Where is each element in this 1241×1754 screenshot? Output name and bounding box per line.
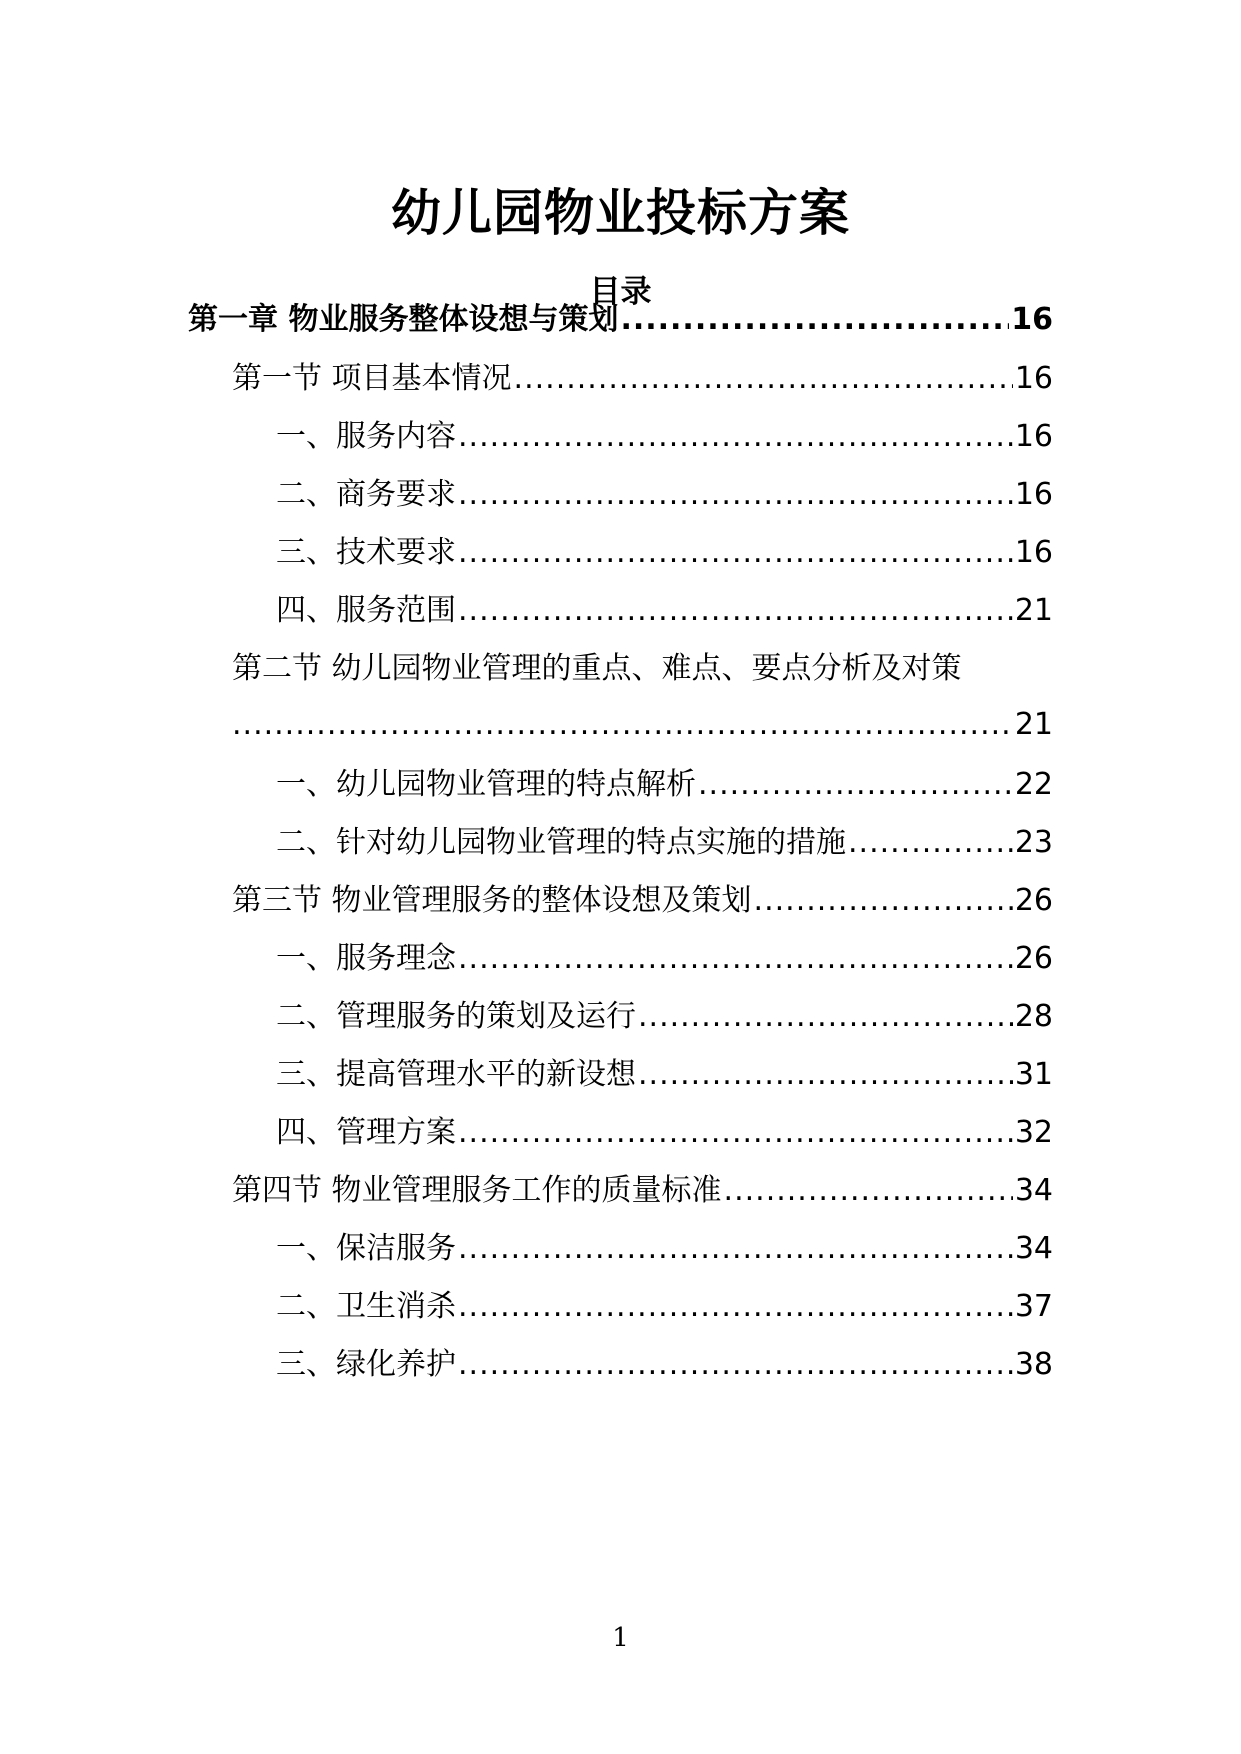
toc-entry-text: 第一节 项目基本情况 xyxy=(232,361,512,396)
toc-dot-leader xyxy=(232,703,1013,747)
toc-entry-text: 三、提高管理水平的新设想 xyxy=(276,1057,636,1092)
toc-entry-text: 第四节 物业管理服务工作的质量标准 xyxy=(232,1173,722,1208)
page-number: 1 xyxy=(612,1623,629,1653)
toc-entry-page: 16 xyxy=(1011,302,1053,337)
toc-entry-item[interactable] xyxy=(276,995,1053,1039)
toc-entry-text: 一、服务理念 xyxy=(276,941,456,976)
toc-dot-leader xyxy=(458,1111,1013,1155)
toc-entry-item[interactable] xyxy=(276,473,1053,517)
toc-entry-page: 28 xyxy=(1014,999,1053,1034)
toc-entry-page: 16 xyxy=(1014,361,1053,396)
toc-heading: 目录 xyxy=(589,274,652,310)
toc-entry-page: 23 xyxy=(1014,825,1053,860)
toc-entry-text: 二、商务要求 xyxy=(276,477,456,512)
toc-entry-page: 16 xyxy=(1014,419,1053,454)
toc-dot-leader xyxy=(754,879,1013,923)
toc-entry-section[interactable] xyxy=(232,1169,1053,1213)
toc-entry-page: 38 xyxy=(1014,1347,1053,1382)
toc-entry-text: 一、幼儿园物业管理的特点解析 xyxy=(276,767,696,802)
toc-entry-page: 32 xyxy=(1014,1115,1053,1150)
toc-entry-item[interactable] xyxy=(276,589,1053,633)
toc-entry-page: 21 xyxy=(1014,593,1053,628)
toc-dot-leader xyxy=(698,763,1013,807)
toc-entry-page: 16 xyxy=(1014,535,1053,570)
toc-entry-page: 26 xyxy=(1014,883,1053,918)
toc-entry-page: 34 xyxy=(1014,1231,1053,1266)
toc-entry-section[interactable] xyxy=(232,879,1053,923)
toc-entry-text: 一、保洁服务 xyxy=(276,1231,456,1266)
toc-dot-leader xyxy=(458,531,1013,575)
toc-entry-section[interactable] xyxy=(232,357,1053,401)
toc-entry-item[interactable] xyxy=(276,937,1053,981)
toc-entry-item[interactable] xyxy=(276,1053,1053,1097)
toc-entry-text: 第三节 物业管理服务的整体设想及策划 xyxy=(232,883,752,918)
toc-dot-leader xyxy=(848,821,1013,865)
toc-entry-item[interactable] xyxy=(276,1343,1053,1387)
toc-entry-text: 二、卫生消杀 xyxy=(276,1289,456,1324)
toc-entry-page: 34 xyxy=(1014,1173,1053,1208)
toc-dot-leader xyxy=(620,298,1009,342)
toc-entry-text: 第一章 物业服务整体设想与策划 xyxy=(188,302,619,337)
toc-entry-section[interactable] xyxy=(232,647,1053,691)
toc-entry-page: 16 xyxy=(1014,477,1053,512)
toc-entry-page: 26 xyxy=(1014,941,1053,976)
toc-entry-item[interactable] xyxy=(276,1285,1053,1329)
toc-dot-leader xyxy=(458,1343,1013,1387)
toc-dot-leader xyxy=(638,1053,1013,1097)
toc-dot-leader xyxy=(638,995,1013,1039)
toc-entry-continuation[interactable] xyxy=(232,703,1053,747)
toc-entry-item[interactable] xyxy=(276,415,1053,459)
toc-dot-leader xyxy=(458,1285,1013,1329)
toc-dot-leader xyxy=(458,415,1013,459)
toc-entry-text: 四、管理方案 xyxy=(276,1115,456,1150)
toc-entry-text: 四、服务范围 xyxy=(276,593,456,628)
document-title: 幼儿园物业投标方案 xyxy=(391,184,850,242)
toc-entry-item[interactable] xyxy=(276,1111,1053,1155)
toc-dot-leader xyxy=(724,1169,1013,1213)
toc-dot-leader xyxy=(458,1227,1013,1271)
toc-entry-page: 37 xyxy=(1014,1289,1053,1324)
toc-entry-text: 一、服务内容 xyxy=(276,419,456,454)
toc-entry-item[interactable] xyxy=(276,531,1053,575)
toc-entry-text: 二、针对幼儿园物业管理的特点实施的措施 xyxy=(276,825,846,860)
toc-dot-leader xyxy=(514,357,1013,401)
toc-entry-item[interactable] xyxy=(276,821,1053,865)
toc-entry-chapter[interactable] xyxy=(188,298,1053,342)
toc-entry-page: 31 xyxy=(1014,1057,1053,1092)
toc-dot-leader xyxy=(458,473,1013,517)
toc-entry-page: 21 xyxy=(1014,707,1053,742)
toc-entry-text: 二、管理服务的策划及运行 xyxy=(276,999,636,1034)
toc-entry-page: 22 xyxy=(1014,767,1053,802)
toc-entry-item[interactable] xyxy=(276,763,1053,807)
toc-entry-item[interactable] xyxy=(276,1227,1053,1271)
toc-entry-text: 三、技术要求 xyxy=(276,535,456,570)
toc-entry-text: 三、绿化养护 xyxy=(276,1347,456,1382)
toc-dot-leader xyxy=(458,589,1013,633)
toc-entry-text: 第二节 幼儿园物业管理的重点、难点、要点分析及对策 xyxy=(232,651,962,686)
toc-dot-leader xyxy=(458,937,1013,981)
